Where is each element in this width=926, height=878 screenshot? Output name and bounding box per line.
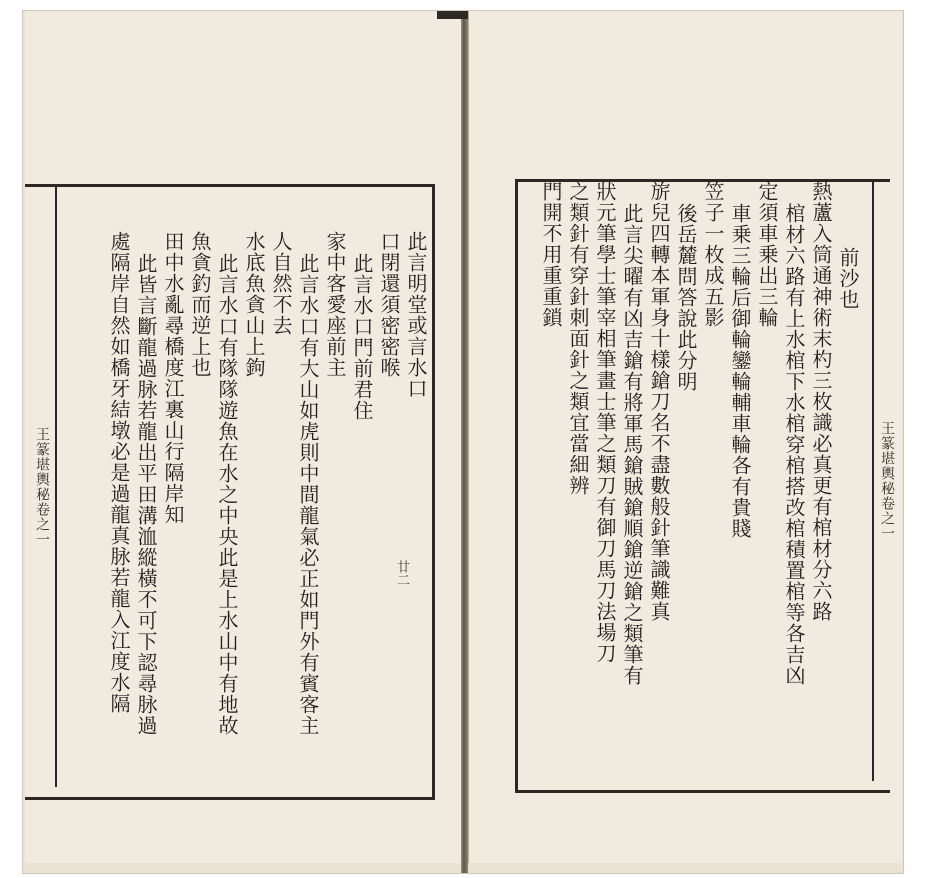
text-column: 處隔岸自然如橋牙結墩必是過龍真脉若龍入江度水隔 [107, 231, 131, 714]
right-text-block [521, 181, 861, 785]
text-column: 車乗三輪后御輪鑾輪輔車輪各有貴賤 [728, 203, 752, 539]
text-column: 定須車乗出三輪 [755, 181, 779, 328]
text-column: 門開不用重重鎖 [539, 181, 563, 328]
book-gutter [461, 11, 468, 873]
text-column: 此言明堂或言水口 [404, 231, 428, 399]
text-column: 田中水亂尋橋度江裏山行隔岸知 [161, 231, 185, 525]
text-column: 前沙也 [836, 247, 860, 310]
text-column: 後岳麓問答說此分明 [674, 203, 698, 392]
text-column: 此皆言斷龍過脉若龍出平田溝洫縱橫不可下認尋脉過 [134, 253, 158, 736]
text-column: 人自然不去 [269, 231, 293, 336]
text-column: 家中客愛座前主 [323, 231, 347, 378]
text-column: 此言水口門前君住 [350, 253, 374, 421]
right-page [468, 11, 902, 863]
left-page [25, 11, 462, 863]
text-column: 此言水口有隊隊遊魚在水之中央此是上水山中有地故 [215, 253, 239, 736]
text-column: 熱蘆入筒通神術末杓三枚識必真更有棺材分六路 [809, 181, 833, 622]
text-column: 魚貪釣而逆上也 [188, 231, 212, 378]
text-column: 水底魚貪山上鉤 [242, 231, 266, 378]
text-column: 旂兒四轉本軍身十樣鎗刀名不盡數般針筆識難真 [647, 181, 671, 622]
text-column: 此言尖曜有凶吉鎗有將軍馬鎗賊鎗順鎗逆鎗之類筆有 [620, 203, 644, 686]
text-column: 之類針有穿針刺面針之類宜當細辨 [566, 181, 590, 496]
text-column: 狀元筆學士筆宰相筆畫士筆之類刀有御刀馬刀法場刀 [593, 181, 617, 664]
book-spread [22, 10, 904, 874]
right-banner: 王篆堪輿秘卷之一 [872, 181, 900, 781]
text-column: 棺材六路有上水棺下水棺穿棺搭改棺積置棺等各吉凶 [782, 203, 806, 686]
text-column: 笠子一枚成五影 [701, 181, 725, 328]
left-text-block [59, 231, 429, 791]
left-page-number: 廿二 [394, 560, 409, 586]
text-column: 此言水口有大山如虎則中間龍氣必正如門外有賓客主 [296, 253, 320, 736]
text-column: 口閉還須密密喉 [377, 231, 401, 378]
left-banner: 王篆堪輿秘卷之一 [29, 187, 57, 787]
